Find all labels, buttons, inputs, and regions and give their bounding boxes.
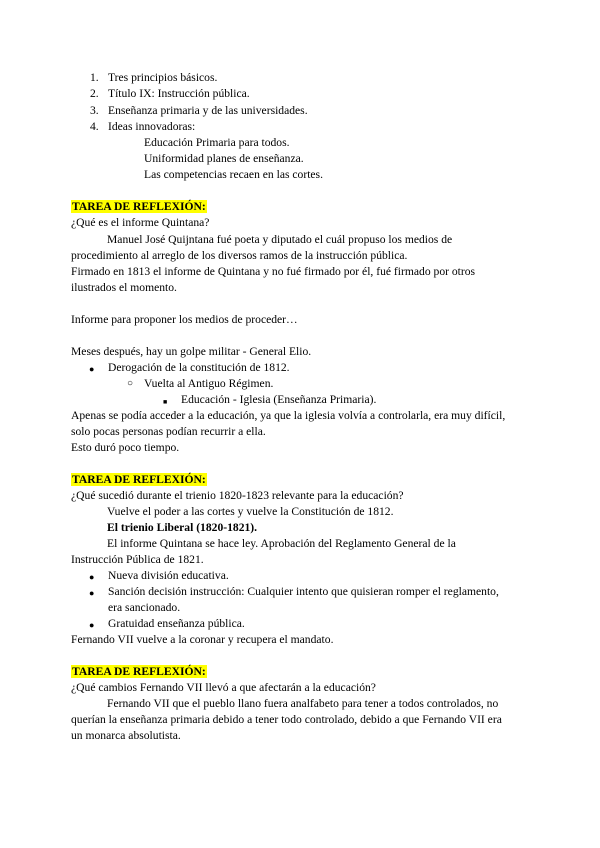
list-item: 2. (90, 87, 99, 100)
bullet-text: Vuelta al Antiguo Régimen. (144, 377, 274, 390)
list-item: 4. (90, 120, 99, 133)
bullet-text: Educación - Iglesia (Enseñanza Primaria). (181, 393, 377, 406)
section-heading: TAREA DE REFLEXIÓN: (72, 200, 206, 213)
idea-line: Educación Primaria para todos. (144, 136, 290, 149)
paragraph-line: Meses después, hay un golpe militar - General Elio. (71, 345, 312, 358)
list-item-text: Ideas innovadoras: (108, 120, 196, 133)
paragraph-line: querían la enseñanza primaria debido a tener todo controlado, debido a que Fernando VII era (71, 713, 502, 726)
paragraph-line: un monarca absolutista. (71, 729, 181, 742)
question: ¿Qué sucedió durante el trienio 1820-1823 relevante para la educación? (71, 489, 404, 502)
section-heading: TAREA DE REFLEXIÓN: (72, 665, 206, 678)
paragraph-line: Instrucción Pública de 1821. (71, 553, 204, 566)
paragraph-line: solo pocas personas podían recurrir a ella. (71, 425, 266, 438)
section-heading: TAREA DE REFLEXIÓN: (72, 473, 206, 486)
question: ¿Qué cambios Fernando VII llevó a que afectarán a la educación? (71, 681, 376, 694)
bullet-icon: ● (89, 364, 95, 374)
list-item-text: Enseñanza primaria y de las universidades. (108, 104, 308, 117)
bullet-icon: ● (89, 620, 95, 630)
square-bullet-icon: ■ (163, 398, 168, 406)
paragraph-line: El informe Quintana se hace ley. Aprobación del Reglamento General de la (107, 537, 456, 550)
paragraph-line: procedimiento al arreglo de los diversos ramos de la instrucción pública. (71, 249, 408, 262)
bullet-text: Derogación de la constitución de 1812. (108, 361, 290, 374)
bullet-icon: ● (89, 588, 95, 598)
bullet-text: Nueva división educativa. (108, 569, 229, 582)
paragraph-line: Vuelve el poder a las cortes y vuelve la Constitución de 1812. (107, 505, 394, 518)
paragraph-line: Fernando VII vuelve a la coronar y recupera el mandato. (71, 633, 334, 646)
bold-heading: El trienio Liberal (1820-1821). (107, 521, 258, 534)
idea-line: Las competencias recaen en las cortes. (144, 168, 323, 181)
bullet-text: Sanción decisión instrucción: Cualquier intento que quisieran romper el reglamento, (108, 585, 499, 598)
list-item-text: Tres principios básicos. (108, 71, 218, 84)
paragraph-line: Manuel José Quijntana fué poeta y diputado el cuál propuso los medios de (107, 233, 453, 246)
bullet-text: Gratuidad enseñanza pública. (108, 617, 245, 630)
idea-line: Uniformidad planes de enseñanza. (144, 152, 304, 165)
paragraph-line: Apenas se podía acceder a la educación, ya que la iglesia volvía a controlarla, era muy difícil, (71, 409, 506, 422)
paragraph-line: Fernando VII que el pueblo llano fuera analfabeto para tener a todos controlados, no (107, 697, 499, 710)
list-item-text: Título IX: Instrucción pública. (108, 87, 250, 100)
circle-bullet-icon: ○ (127, 378, 134, 389)
bullet-text: era sancionado. (108, 601, 181, 614)
list-item: 1. (90, 71, 99, 84)
question: ¿Qué es el informe Quintana? (71, 216, 210, 229)
paragraph-line: ilustrados el momento. (71, 281, 177, 294)
paragraph-line: Firmado en 1813 el informe de Quintana y no fué firmado por él, fué firmado por otros (71, 265, 476, 278)
bullet-icon: ● (89, 572, 95, 582)
paragraph-line: Esto duró poco tiempo. (71, 441, 180, 454)
list-item: 3. (90, 104, 99, 117)
paragraph-line: Informe para proponer los medios de proceder… (71, 313, 298, 326)
